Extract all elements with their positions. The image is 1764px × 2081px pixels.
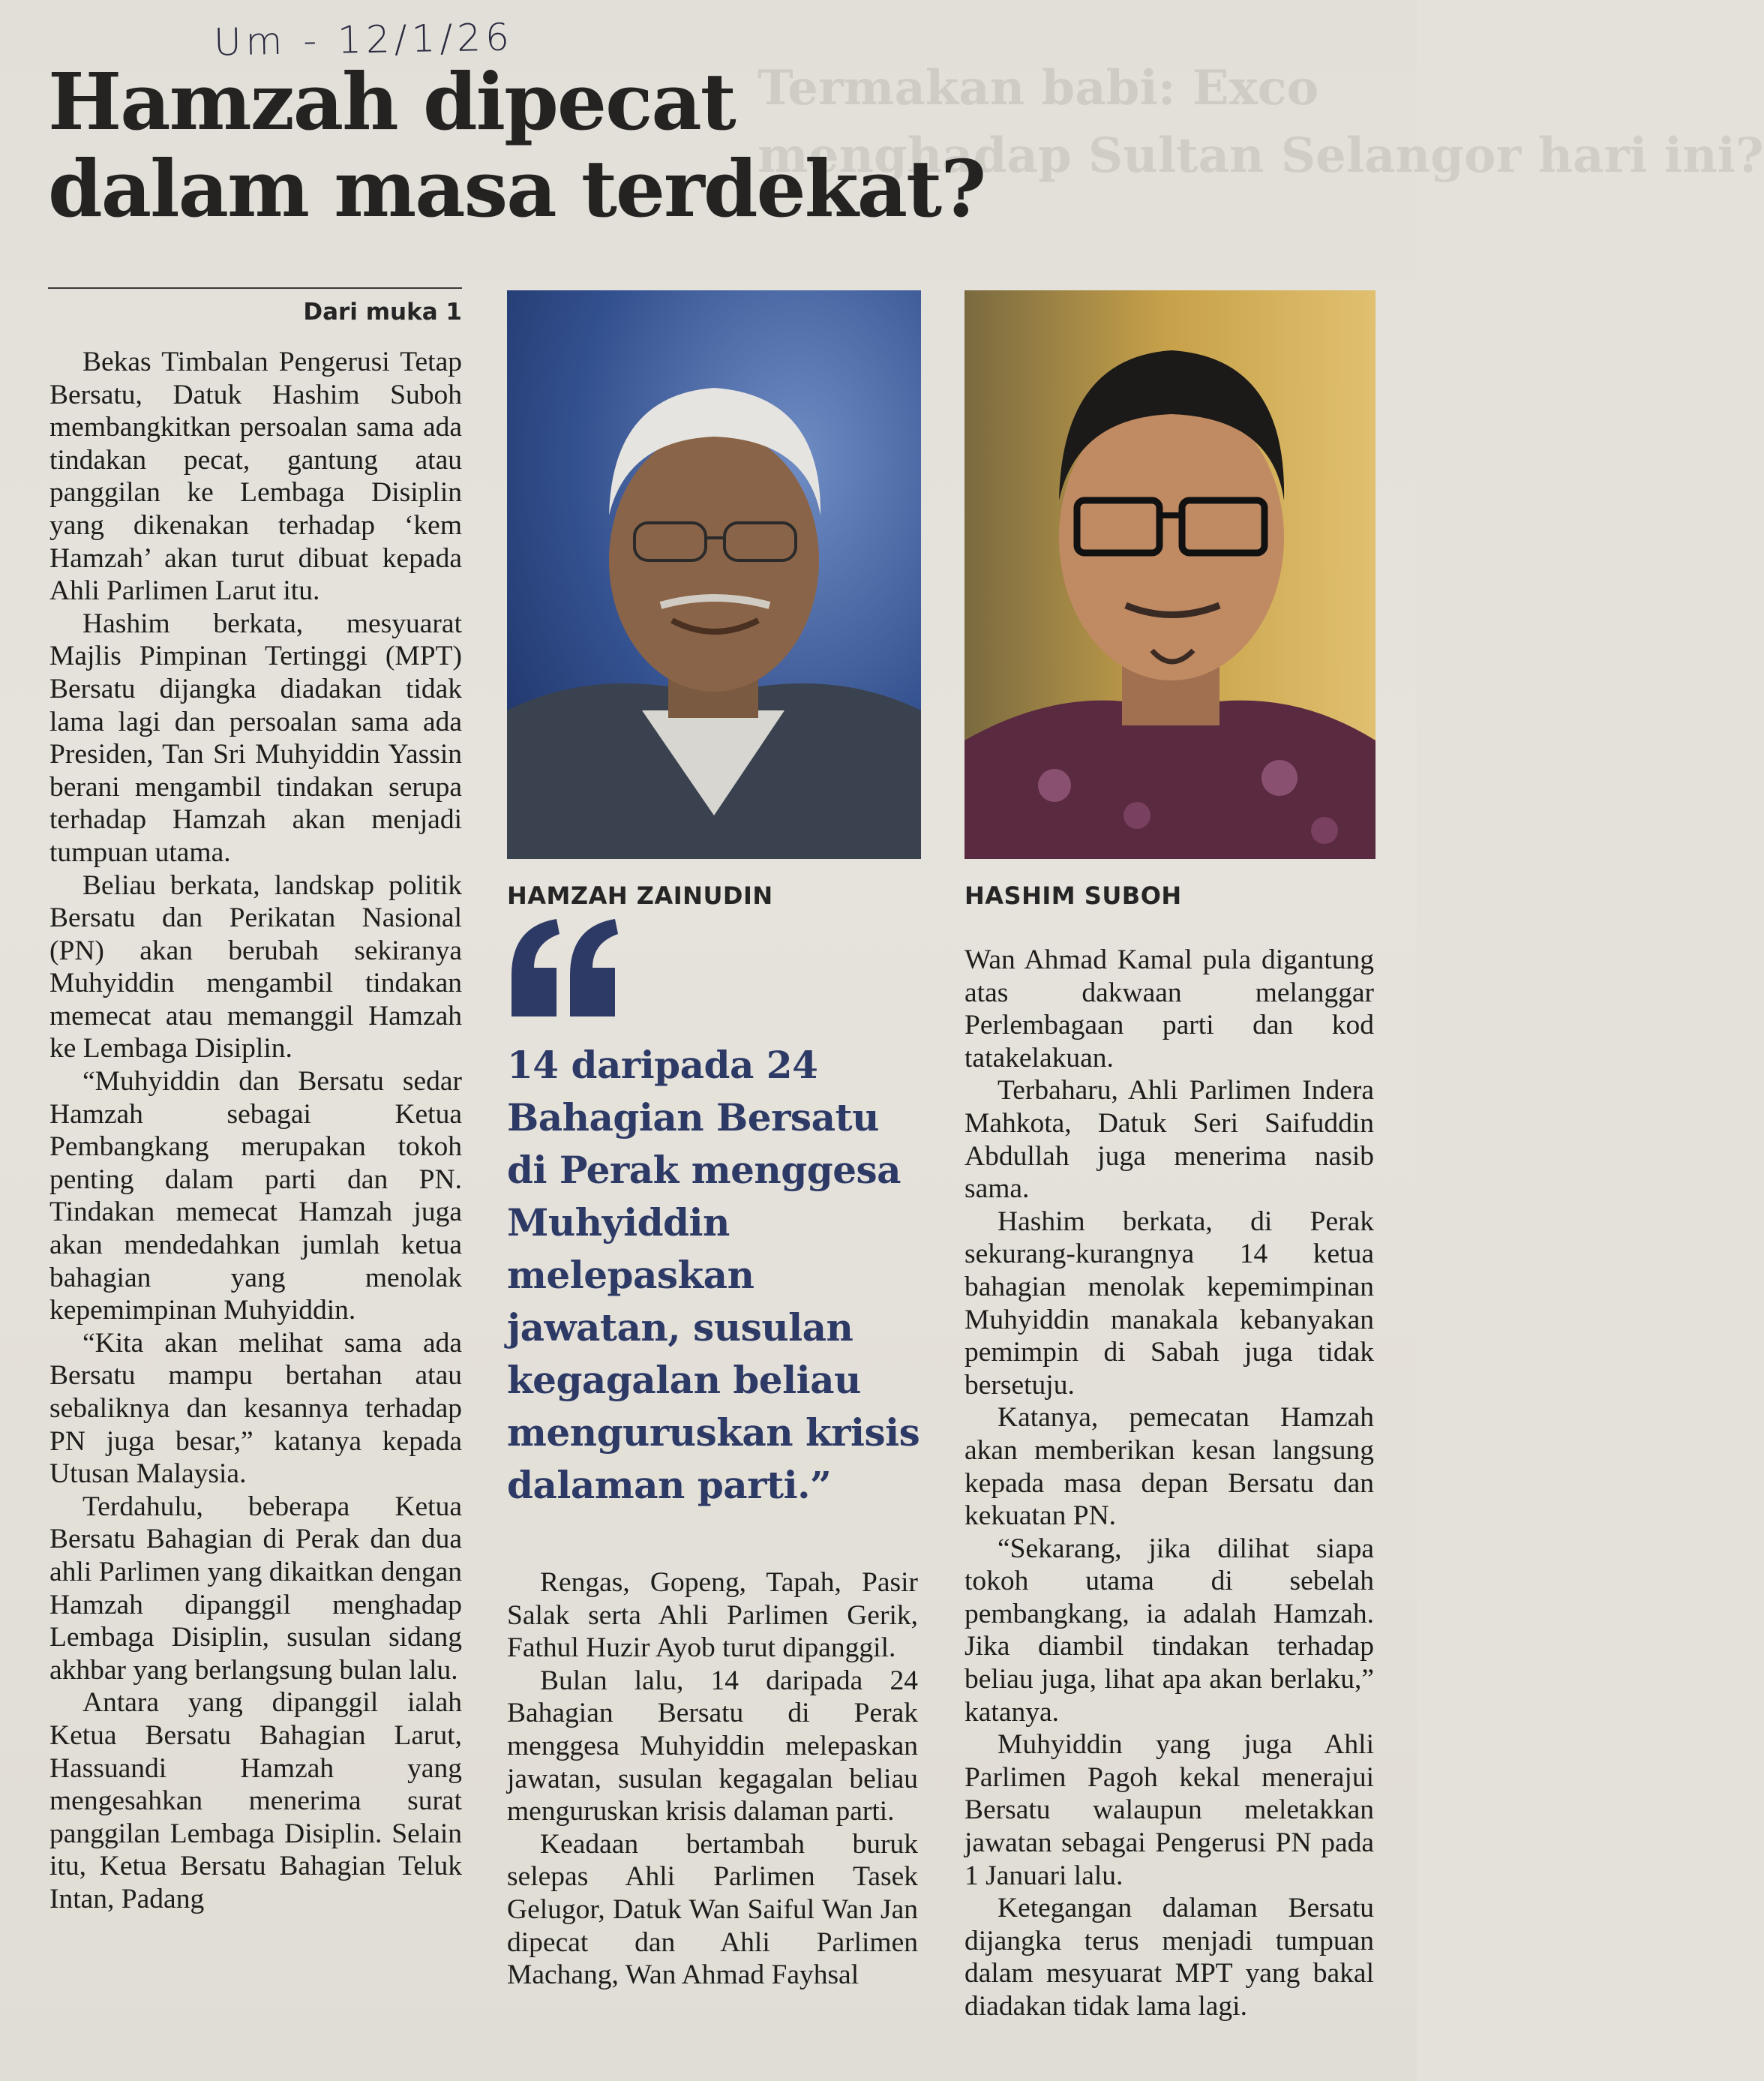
article-column-3	[964, 944, 1374, 2023]
paragraph: Keadaan bertambah buruk selepas Ahli Parlimen Tasek Gelugor, Datuk Wan Saiful Wan Jan dipecat dan Ahli Parlimen Machang, Wan Ahmad Fayhsal	[507, 1828, 918, 1991]
paragraph: Beliau berkata, landskap politik Bersatu dan Perikatan Nasional (PN) akan berubah sekiranya Muhyiddin mengambil tindakan memecat atau memanggil Hamzah ke Lembaga Disiplin.	[50, 869, 462, 1065]
headline-line-1: Hamzah dipecat	[48, 56, 735, 148]
paragraph: “Kita akan melihat sama ada Bersatu mampu bertahan atau sebaliknya dan kesannya terhadap PN juga besar,” katanya kepada Utusan Malaysia.	[50, 1327, 462, 1490]
continuation-label: Dari muka 1	[303, 299, 462, 326]
paragraph: Katanya, pemecatan Hamzah akan memberikan kesan langsung kepada masa depan Bersatu dan kekuatan PN.	[964, 1402, 1374, 1532]
paragraph: “Sekarang, jika dilihat siapa tokoh utama di sebelah pembangkang, ia adalah Hamzah. Jika diambil tindakan terhadap beliau juga, lihat apa akan berlaku,” katanya.	[964, 1533, 1374, 1728]
article-column-2	[507, 1566, 918, 1992]
paragraph: “Muhyiddin dan Bersatu sedar Hamzah sebagai Ketua Pembangkang merupakan tokoh penting dalam parti dan PN. Tindakan memecat Hamzah juga akan mendedahkan jumlah ketua bahagian yang menolak kepemimpinan Muhyiddin.	[50, 1066, 462, 1326]
paragraph: Rengas, Gopeng, Tapah, Pasir Salak serta Ahli Parlimen Gerik, Fathul Huzir Ayob turut dipanggil.	[507, 1567, 918, 1664]
paragraph: Antara yang dipanggil ialah Ketua Bersatu Bahagian Larut, Hassuandi Hamzah yang mengesahkan menerima surat panggilan Lembaga Disiplin. Selain itu, Ketua Bersatu Bahagian Teluk Intan, Padang	[50, 1687, 462, 1914]
background-bleed-line-1: Termakan babi: Exco	[758, 60, 1319, 116]
paragraph: Hashim berkata, mesyuarat Majlis Pimpinan Tertinggi (MPT) Bersatu dijangka diadakan tidak lama lagi dan persoalan sama ada Presiden, Tan Sri Muhyiddin Yassin berani mengambil tindakan serupa terhadap Hamzah akan menjadi tumpuan utama.	[50, 608, 462, 868]
photo-hashim-suboh	[964, 290, 1376, 859]
pull-quote: 14 daripada 24 Bahagian Bersatu di Perak menggesa Muhyiddin melepaskan jawatan, susulan kegagalan beliau menguruskan krisis dalaman parti.”	[507, 1043, 920, 1507]
article-column-1	[50, 346, 462, 1916]
background-bleed-line-2: menghadap Sultan Selangor hari ini?	[758, 128, 1764, 184]
headline	[48, 56, 986, 235]
paragraph: Hashim berkata, di Perak sekurang-kurangnya 14 ketua bahagian menolak kepemimpinan Muhyiddin manakala kebanyakan pemimpin di Sabah juga tidak bersetuju.	[964, 1206, 1374, 1401]
divider-rule	[48, 287, 462, 289]
paragraph: Wan Ahmad Kamal pula digantung atas dakwaan melanggar Perlembagaan parti dan kod tatakelakuan.	[964, 944, 1374, 1074]
photo-hamzah-zainudin	[507, 290, 921, 859]
paragraph: Bekas Timbalan Pengerusi Tetap Bersatu, Datuk Hashim Suboh membangkitkan persoalan sama ada tindakan pecat, gantung atau panggilan ke Lembaga Disiplin yang dikenakan terhadap ‘kem Hamzah’ akan turut dibuat kepada Ahli Parlimen Larut itu.	[50, 347, 462, 607]
paragraph: Bulan lalu, 14 daripada 24 Bahagian Bersatu di Perak menggesa Muhyiddin melepaskan jawatan, susulan kegagalan beliau menguruskan krisis dalaman parti.	[507, 1665, 918, 1827]
quotation-mark-icon	[504, 911, 624, 1024]
photo-caption-hamzah: HAMZAH ZAINUDIN	[507, 881, 773, 910]
handwritten-date-note: Um - 12/1/26	[213, 15, 514, 65]
photo-caption-hashim: HASHIM SUBOH	[964, 881, 1182, 910]
paragraph: Muhyiddin yang juga Ahli Parlimen Pagoh kekal menerajui Bersatu walaupun meletakkan jawatan sebagai Pengerusi PN pada 1 Januari lalu.	[964, 1729, 1374, 1891]
headline-line-2: dalam masa terdekat?	[48, 143, 986, 235]
paragraph: Ketegangan dalaman Bersatu dijangka terus menjadi tumpuan dalam mesyuarat MPT yang bakal diadakan tidak lama lagi.	[964, 1893, 1374, 2022]
paragraph: Terdahulu, beberapa Ketua Bersatu Bahagian di Perak dan dua ahli Parlimen yang dikaitkan dengan Hamzah dipanggil menghadap Lembaga Disiplin, susulan sidang akhbar yang berlangsung bulan lalu.	[50, 1491, 462, 1686]
paragraph: Terbaharu, Ahli Parlimen Indera Mahkota, Datuk Seri Saifuddin Abdullah juga menerima nasib sama.	[964, 1075, 1374, 1205]
